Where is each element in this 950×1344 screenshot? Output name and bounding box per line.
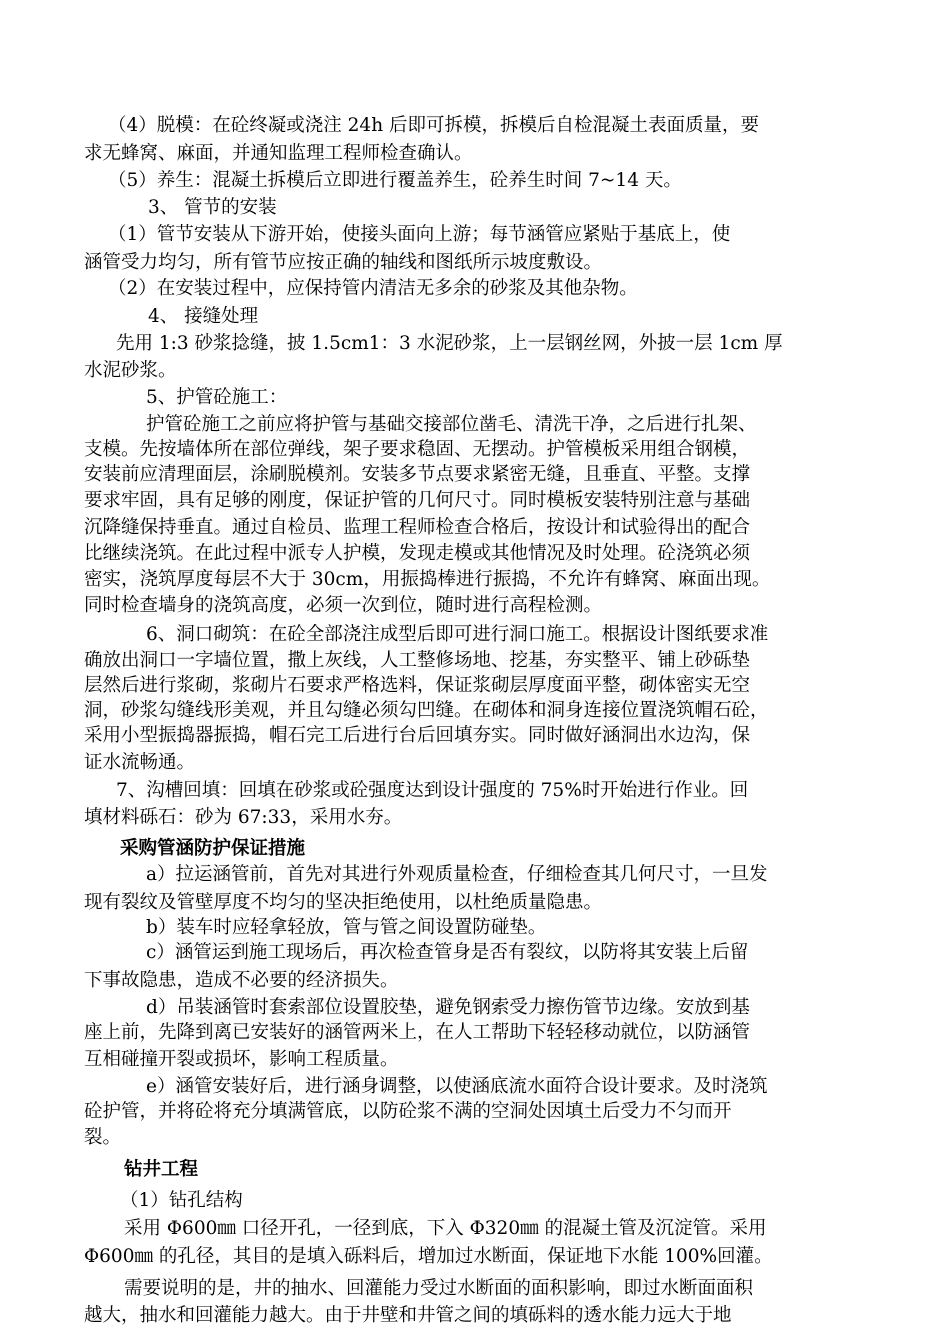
paragraph-line: 裂。 (84, 1127, 122, 1148)
paragraph-line: a）拉运涵管前，首先对其进行外观质量检查，仔细检查其几何尺寸，一旦发 (146, 864, 768, 885)
paragraph-line: 证水流畅通。 (84, 752, 196, 773)
paragraph-line: b）装车时应轻拿轻放，管与管之间设置防碰垫。 (146, 917, 547, 938)
section-heading: 采购管涵防护保证措施 (120, 838, 306, 859)
paragraph-line: 座上前，先降到离已安装好的涵管两米上，在人工帮助下轻轻移动就位，以防涵管 (84, 1022, 751, 1043)
paragraph-line: （2）在安装过程中，应保持管内清洁无多余的砂浆及其他杂物。 (108, 278, 638, 299)
paragraph-line: 先用 1:3 砂浆捻缝，披 1.5cm1：3 水泥砂浆，上一层钢丝网，外披一层 1cm 厚 (116, 333, 783, 354)
paragraph-line: 求无蜂窝、麻面，并通知监理工程师检查确认。 (84, 143, 473, 164)
paragraph-line: 7、沟槽回填：回填在砂浆或砼强度达到设计强度的 75%时开始进行作业。回 (116, 780, 749, 801)
paragraph-line: 护管砼施工之前应将护管与基础交接部位凿毛、清洗干净，之后进行扎架、 (146, 414, 757, 435)
paragraph-line: 5、护管砼施工： (146, 387, 288, 408)
paragraph-line: 互相碰撞开裂或损坏，影响工程质量。 (84, 1049, 399, 1070)
paragraph-line: （5）养生：混凝土拆模后立即进行覆盖养生，砼养生时间 7~14 天。 (108, 170, 682, 191)
paragraph-line: 要求牢固，具有足够的刚度，保证护管的几何尺寸。同时模板安装特别注意与基础 (84, 490, 751, 511)
paragraph-line: 同时检查墙身的浇筑高度，必须一次到位，随时进行高程检测。 (84, 595, 603, 616)
paragraph-line: 层然后进行浆砌，浆砌片石要求严格选料，保证浆砌层厚度面平整，砌体密实无空 (84, 675, 751, 696)
paragraph-line: 支模。先按墙体所在部位弹线，架子要求稳固、无摆动。护管模板采用组合钢模， (84, 439, 751, 460)
paragraph-line: 比继续浇筑。在此过程中派专人护模，发现走模或其他情况及时处理。砼浇筑必须 (84, 543, 751, 564)
paragraph-line: c）涵管运到施工现场后，再次检查管身是否有裂纹，以防将其安装上后留 (146, 942, 749, 963)
paragraph-line: 6、洞口砌筑：在砼全部浇注成型后即可进行洞口施工。根据设计图纸要求准 (146, 624, 769, 645)
paragraph-line: （1）钻孔结构 (120, 1190, 243, 1211)
section-heading: 钻井工程 (124, 1159, 199, 1180)
paragraph-line: 4、 接缝处理 (148, 306, 259, 327)
paragraph-line: 涵管受力均匀，所有管节应按正确的轴线和图纸所示坡度敷设。 (84, 252, 603, 273)
paragraph-line: 采用 Φ600㎜ 口径开孔，一径到底，下入 Φ320㎜ 的混凝土管及沉淀管。采用 (124, 1218, 767, 1239)
paragraph-line: e）涵管安装好后，进行涵身调整，以使涵底流水面符合设计要求。及时浇筑 (146, 1076, 768, 1097)
paragraph-line: 越大，抽水和回灌能力越大。由于井壁和井管之间的填砾料的透水能力远大于地 (84, 1305, 732, 1326)
paragraph-line: Φ600㎜ 的孔径，其目的是填入砾料后，增加过水断面，保证地下水能 100%回灌。 (84, 1246, 773, 1267)
paragraph-line: 洞，砂浆勾缝线形美观，并且勾缝必须勾凹缝。在砌体和洞身连接位置浇筑帽石砼， (84, 700, 769, 721)
paragraph-line: 采用小型振捣器振捣，帽石完工后进行台后回填夯实。同时做好涵洞出水边沟，保 (84, 725, 751, 746)
paragraph-line: 现有裂纹及管壁厚度不均匀的坚决拒绝使用，以杜绝质量隐患。 (84, 892, 603, 913)
paragraph-line: 安装前应清理面层，涂刷脱模剂。安装多节点要求紧密无缝，且垂直、平整。支撑 (84, 464, 751, 485)
paragraph-line: 沉降缝保持垂直。通过自检员、监理工程师检查合格后，按设计和试验得出的配合 (84, 517, 751, 538)
paragraph-line: 密实，浇筑厚度每层不大于 30cm，用振捣棒进行振捣，不允许有蜂窝、麻面出现。 (84, 569, 771, 590)
paragraph-line: 需要说明的是，井的抽水、回灌能力受过水断面的面积影响，即过水断面面积 (124, 1278, 754, 1299)
paragraph-line: 水泥砂浆。 (84, 360, 177, 381)
paragraph-line: 确放出洞口一字墙位置，撒上灰线，人工整修场地、挖基，夯实整平、铺上砂砾垫 (84, 650, 751, 671)
paragraph-line: 填材料砾石：砂为 67:33，采用水夯。 (84, 807, 403, 828)
paragraph-line: 3、 管节的安装 (148, 197, 277, 218)
paragraph-line: 砼护管，并将砼将充分填满管底，以防砼浆不满的空洞处因填土后受力不匀而开 (84, 1101, 732, 1122)
paragraph-line: d）吊装涵管时套索部位设置胶垫，避免钢索受力擦伤管节边缘。安放到基 (146, 997, 750, 1018)
paragraph-line: （1）管节安装从下游开始，使接头面向上游；每节涵管应紧贴于基底上，使 (108, 224, 731, 245)
paragraph-line: （4）脱模：在砼终凝或浇注 24h 后即可拆模，拆模后自检混凝土表面质量，要 (108, 115, 759, 136)
paragraph-line: 下事故隐患，造成不必要的经济损失。 (84, 970, 399, 991)
